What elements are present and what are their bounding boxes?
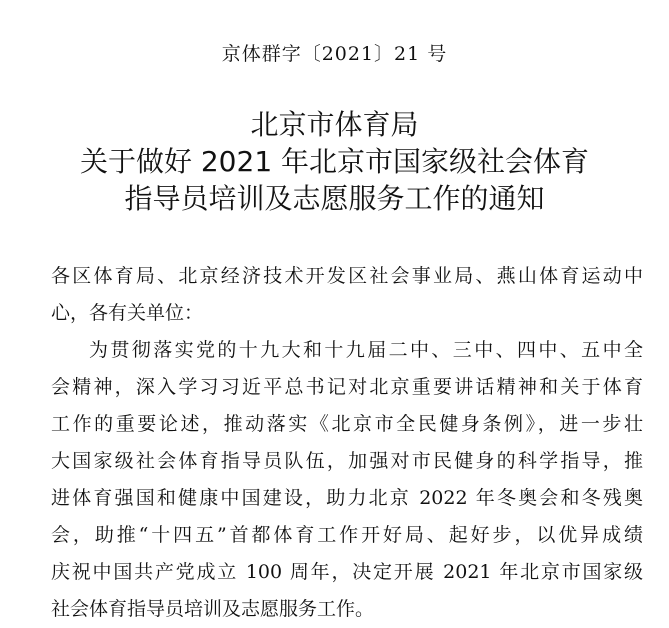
- title-line-issuer: 北京市体育局: [250, 108, 419, 141]
- addressee-line: 各区体育局、北京经济技术开发区社会事业局、燕山体育运动中: [51, 265, 643, 287]
- document-title: [0, 106, 669, 217]
- paragraph-line: 社会体育指导员培训及志愿服务工作。: [51, 598, 375, 620]
- paragraph-line: 工作的重要论述，推动落实《北京市全民健身条例》，进一步壮: [51, 413, 643, 435]
- addressee-line: 心，各有关单位：: [51, 302, 204, 324]
- paragraph-line: 会精神，深入学习习近平总书记对北京重要讲话精神和关于体育: [51, 376, 643, 398]
- paragraph-line: 进体育强国和健康中国建设，助力北京 2022 年冬奥会和冬残奥: [51, 487, 643, 509]
- paragraph-line: 会，助推“十四五”首都体育工作开好局、起好步，以优异成绩: [51, 524, 643, 546]
- paragraph-line: 为贯彻落实党的十九大和十九届二中、三中、四中、五中全: [89, 339, 643, 361]
- title-line-subject-2: 指导员培训及志愿服务工作的通知: [124, 182, 545, 215]
- paragraph-line: 庆祝中国共产党成立 100 周年，决定开展 2021 年北京市国家级: [51, 561, 643, 583]
- document-number: 京体群字〔2021〕21 号: [221, 43, 448, 65]
- document-body: [51, 258, 643, 628]
- title-line-subject-1: 关于做好 2021 年北京市国家级社会体育: [79, 145, 590, 178]
- paragraph-line: 大国家级社会体育指导员队伍，加强对市民健身的科学指导，推: [51, 450, 643, 472]
